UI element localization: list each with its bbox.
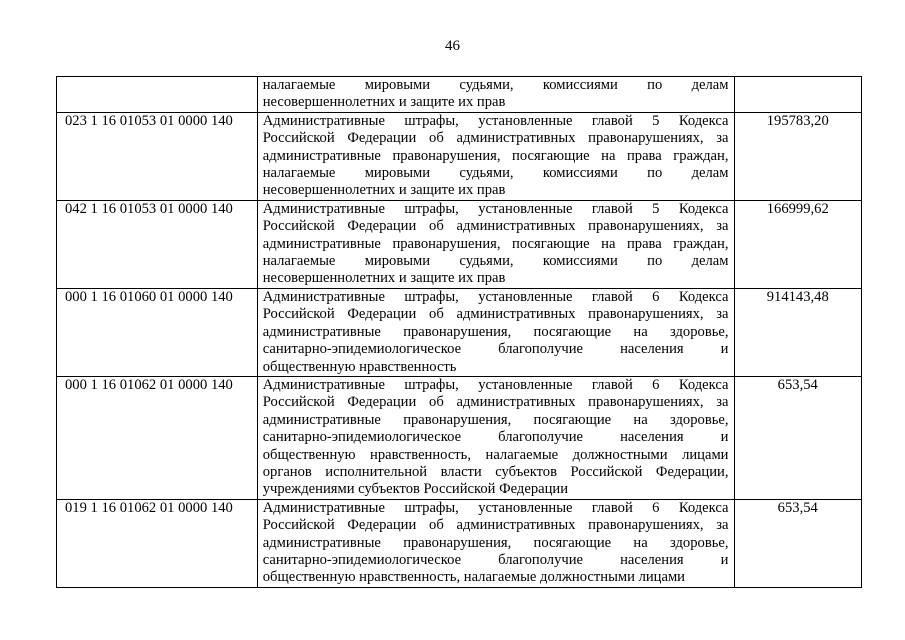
- description-line: Российской Федерации об административных правонарушениях, за: [262, 517, 729, 534]
- revenue-table-body: [57, 77, 862, 588]
- description-line: несовершеннолетних и защите их прав: [262, 270, 506, 287]
- amount-value: 653,54: [734, 376, 862, 499]
- description-line: административные правонарушения, посягающие на здоровье,: [262, 534, 729, 551]
- description-line: налагаемые мировыми судьями, комиссиями по делам: [262, 77, 729, 93]
- amount-value: 166999,62: [734, 200, 862, 288]
- table-row: [57, 200, 862, 288]
- revenue-description: [257, 288, 734, 376]
- description-line: общественную нравственность: [262, 358, 457, 375]
- description-line: общественную нравственность, налагаемые должностными лицами: [262, 446, 729, 463]
- description-line: административные правонарушения, посягающие на здоровье,: [262, 323, 729, 340]
- description-line: общественную нравственность, налагаемые должностными лицами: [262, 569, 685, 586]
- description-line: учреждениями субъектов Российской Федерации: [262, 481, 569, 498]
- description-line: Административные штрафы, установленные главой 6 Кодекса: [262, 288, 729, 305]
- table-row: [57, 499, 862, 587]
- revenue-description: [257, 499, 734, 587]
- description-line: органов исполнительной власти субъектов Российской Федерации,: [262, 463, 729, 480]
- revenue-table: [56, 76, 862, 588]
- description-line: налагаемые мировыми судьями, комиссиями по делам: [262, 165, 729, 182]
- amount-value: 195783,20: [734, 112, 862, 200]
- revenue-description: [257, 112, 734, 200]
- page-number: 46: [445, 38, 460, 54]
- description-line: несовершеннолетних и защите их прав: [262, 94, 506, 111]
- budget-classification-code: 023 1 16 01053 01 0000 140: [57, 112, 258, 200]
- description-line: административные правонарушения, посягающие на права граждан,: [262, 147, 729, 164]
- description-line: административные правонарушения, посягающие на здоровье,: [262, 411, 729, 428]
- budget-classification-code: 000 1 16 01060 01 0000 140: [57, 288, 258, 376]
- description-line: санитарно-эпидемиологическое благополучие населения и: [262, 341, 729, 358]
- description-line: Российской Федерации об административных правонарушениях, за: [262, 218, 729, 235]
- description-line: несовершеннолетних и защите их прав: [262, 182, 506, 199]
- description-line: Административные штрафы, установленные главой 6 Кодекса: [262, 499, 729, 516]
- table-row: [57, 288, 862, 376]
- revenue-table-container: [56, 76, 862, 640]
- description-line: Административные штрафы, установленные главой 6 Кодекса: [262, 376, 729, 393]
- description-line: санитарно-эпидемиологическое благополучие населения и: [262, 429, 729, 446]
- amount-value: [734, 77, 862, 113]
- budget-classification-code: 042 1 16 01053 01 0000 140: [57, 200, 258, 288]
- description-line: административные правонарушения, посягающие на права граждан,: [262, 235, 729, 252]
- description-line: Административные штрафы, установленные главой 5 Кодекса: [262, 200, 729, 217]
- revenue-description: [257, 376, 734, 499]
- description-line: санитарно-эпидемиологическое благополучие населения и: [262, 551, 729, 568]
- table-row: [57, 112, 862, 200]
- budget-classification-code: [57, 77, 258, 113]
- amount-value: 653,54: [734, 499, 862, 587]
- description-line: Российской Федерации об административных правонарушениях, за: [262, 394, 729, 411]
- table-row: [57, 77, 862, 113]
- revenue-description: [257, 77, 734, 113]
- revenue-description: [257, 200, 734, 288]
- amount-value: 914143,48: [734, 288, 862, 376]
- description-line: Российской Федерации об административных правонарушениях, за: [262, 306, 729, 323]
- table-row: [57, 376, 862, 499]
- description-line: Административные штрафы, установленные главой 5 Кодекса: [262, 112, 729, 129]
- budget-classification-code: 019 1 16 01062 01 0000 140: [57, 499, 258, 587]
- budget-classification-code: 000 1 16 01062 01 0000 140: [57, 376, 258, 499]
- description-line: налагаемые мировыми судьями, комиссиями по делам: [262, 253, 729, 270]
- description-line: Российской Федерации об административных правонарушениях, за: [262, 130, 729, 147]
